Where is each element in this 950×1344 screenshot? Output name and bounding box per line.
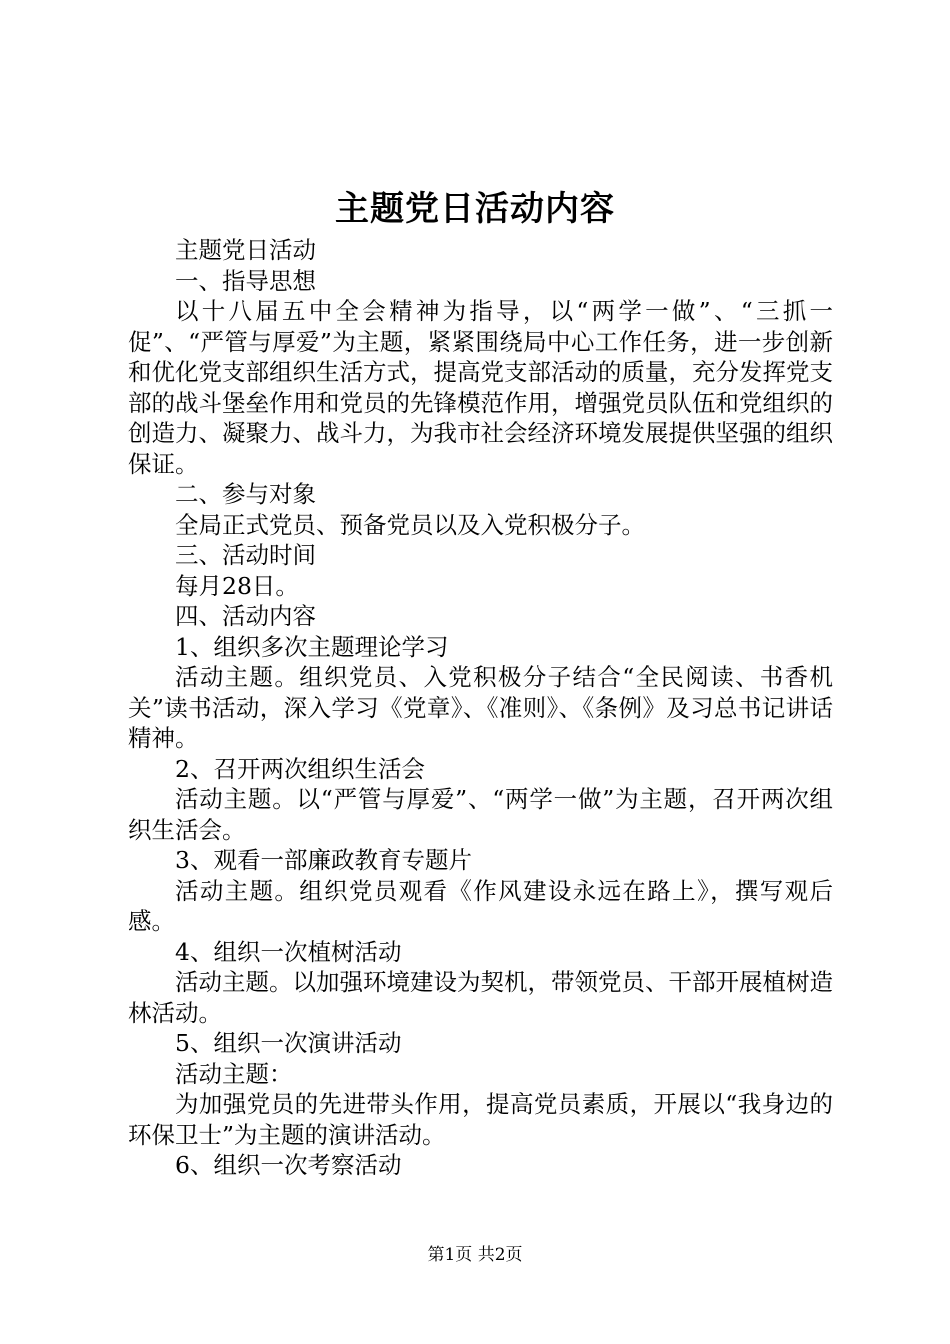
- paragraph-activity-time: 每月28日。: [175, 571, 299, 600]
- item-heading-film: 3、观看一部廉政教育专题片: [175, 846, 472, 874]
- item-heading-tree-planting: 4、组织一次植树活动: [175, 937, 402, 966]
- page-number-footer: 第1页 共2页: [427, 1245, 523, 1265]
- item-heading-theory-study: 1、组织多次主题理论学习: [175, 632, 449, 661]
- heading-theme-day: 主题党日活动: [175, 236, 316, 264]
- section-heading-activity-time: 三、活动时间: [175, 541, 316, 569]
- item-heading-speech: 5、组织一次演讲活动: [175, 1029, 402, 1057]
- item-heading-life-meeting: 2、召开两次组织生活会: [175, 754, 425, 783]
- paragraph-life-meeting: 活动主题。以“严管与厚爱”、“两学一做”为主题，召开两次组织生活会。: [128, 785, 833, 844]
- paragraph-guiding-ideology: 以十八届五中全会精神为指导，以“两学一做”、“三抓一促”、“严管与厚爱”为主题，紧紧围绕局中心工作任务，进一步创新和优化党支部组织生活方式，提高党支部活动的质量，充分发挥党支部的战斗堡垒作用和党员的先锋模范作用，增强党员队伍和党组织的创造力、凝聚力、战斗力，为我市社会经济环境发展提供坚强的组织保证。: [128, 297, 833, 478]
- section-heading-activity-content: 四、活动内容: [175, 602, 316, 630]
- paragraph-theory-study: 活动主题。组织党员、入党积极分子结合“全民阅读、书香机关”读书活动，深入学习《党章》、《准则》、《条例》及习总书记讲话精神。: [128, 663, 833, 752]
- paragraph-speech: 为加强党员的先进带头作用，提高党员素质，开展以“我身边的环保卫士”为主题的演讲活动。: [128, 1090, 833, 1149]
- section-heading-participants: 二、参与对象: [175, 480, 316, 508]
- paragraph-participants: 全局正式党员、预备党员以及入党积极分子。: [175, 510, 645, 539]
- item-heading-inspection: 6、组织一次考察活动: [175, 1151, 402, 1179]
- section-heading-guiding-ideology: 一、指导思想: [175, 266, 316, 295]
- paragraph-film: 活动主题。组织党员观看《作风建设永远在路上》，撰写观后感。: [128, 876, 833, 935]
- document-body: [128, 235, 833, 1181]
- paragraph-tree-planting: 活动主题。以加强环境建设为契机，带领党员、干部开展植树造林活动。: [128, 968, 833, 1027]
- paragraph-speech-theme-label: 活动主题：: [175, 1059, 293, 1088]
- document-title: 主题党日活动内容: [335, 189, 615, 229]
